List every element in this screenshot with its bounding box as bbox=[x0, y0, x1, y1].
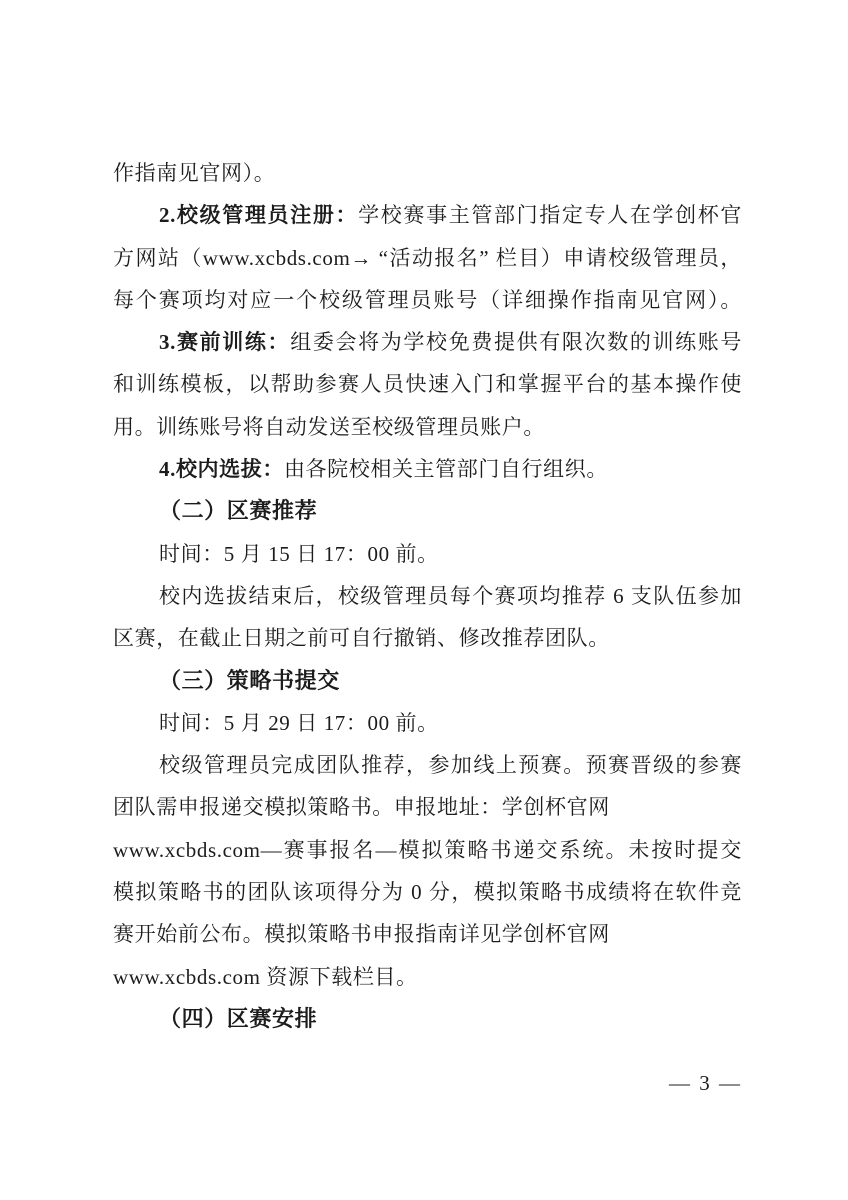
doc-line-text: 作指南见官网）。 bbox=[113, 161, 276, 185]
doc-line-text: 校内选拔结束后，校级管理员每个赛项均推荐 6 支队伍参加 bbox=[159, 583, 742, 608]
doc-line-text: 校级管理员完成团队推荐，参加线上预赛。预赛晋级的参赛 bbox=[159, 753, 742, 778]
doc-line bbox=[113, 194, 742, 236]
doc-line-text: 组委会将为学校免费提供有限次数的训练账号 bbox=[290, 330, 742, 355]
doc-line-text: 每个赛项均对应一个校级管理员账号（详细操作指南见官网）。 bbox=[113, 287, 742, 312]
doc-line-text: 时间：5 月 29 日 17：00 前。 bbox=[159, 710, 439, 735]
doc-line-text: 团队需申报递交模拟策略书。申报地址：学创杯官网 bbox=[113, 795, 610, 820]
section-heading-label: （四）区赛安排 bbox=[159, 1005, 318, 1031]
section-heading-2 bbox=[113, 490, 742, 532]
doc-line bbox=[113, 871, 742, 913]
doc-line bbox=[113, 448, 742, 490]
page-number: — 3 — bbox=[669, 1071, 742, 1095]
doc-line bbox=[113, 363, 742, 405]
doc-line-text: 模拟策略书的团队该项得分为 0 分，模拟策略书成绩将在软件竞 bbox=[113, 880, 742, 905]
doc-line bbox=[113, 744, 742, 786]
item-2-label: 2.校级管理员注册： bbox=[159, 203, 359, 228]
doc-line bbox=[113, 321, 742, 363]
doc-line-text: 和训练模板，以帮助参赛人员快速入门和掌握平台的基本操作使 bbox=[113, 372, 742, 397]
doc-line-text: 区赛，在截止日期之前可自行撤销、修改推荐团队。 bbox=[113, 626, 610, 651]
document-text-block bbox=[113, 152, 742, 1040]
doc-line-text: 学校赛事主管部门指定专人在学创杯官 bbox=[358, 203, 742, 228]
doc-line bbox=[113, 702, 742, 744]
section-heading-label: （三）策略书提交 bbox=[159, 667, 340, 693]
doc-line bbox=[113, 237, 742, 279]
doc-line-text: www.xcbds.com—赛事报名—模拟策略书递交系统。未按时提交 bbox=[113, 837, 742, 862]
doc-line bbox=[113, 533, 742, 575]
doc-line-text: 由各院校相关主管部门自行组织。 bbox=[283, 457, 608, 482]
doc-line bbox=[113, 279, 742, 321]
doc-line bbox=[113, 956, 742, 998]
section-heading-4 bbox=[113, 998, 742, 1040]
doc-line bbox=[113, 617, 742, 659]
item-4-label: 4.校内选拔： bbox=[159, 457, 284, 482]
doc-line-text: 方网站（www.xcbds.com→ “活动报名” 栏目）申请校级管理员， bbox=[113, 245, 742, 270]
doc-line-text: 用。训练账号将自动发送至校级管理员账户。 bbox=[113, 414, 545, 439]
doc-line bbox=[113, 152, 742, 194]
doc-line bbox=[113, 575, 742, 617]
doc-line bbox=[113, 406, 742, 448]
doc-line-text: 时间：5 月 15 日 17：00 前。 bbox=[159, 541, 439, 566]
section-heading-3 bbox=[113, 660, 742, 702]
doc-line-text: 赛开始前公布。模拟策略书申报指南详见学创杯官网 bbox=[113, 922, 610, 947]
doc-line bbox=[113, 913, 742, 955]
doc-line-text: www.xcbds.com 资源下载栏目。 bbox=[113, 964, 418, 989]
doc-line bbox=[113, 829, 742, 871]
item-3-label: 3.赛前训练： bbox=[159, 330, 291, 355]
doc-line bbox=[113, 786, 742, 828]
section-heading-label: （二）区赛推荐 bbox=[159, 498, 318, 524]
